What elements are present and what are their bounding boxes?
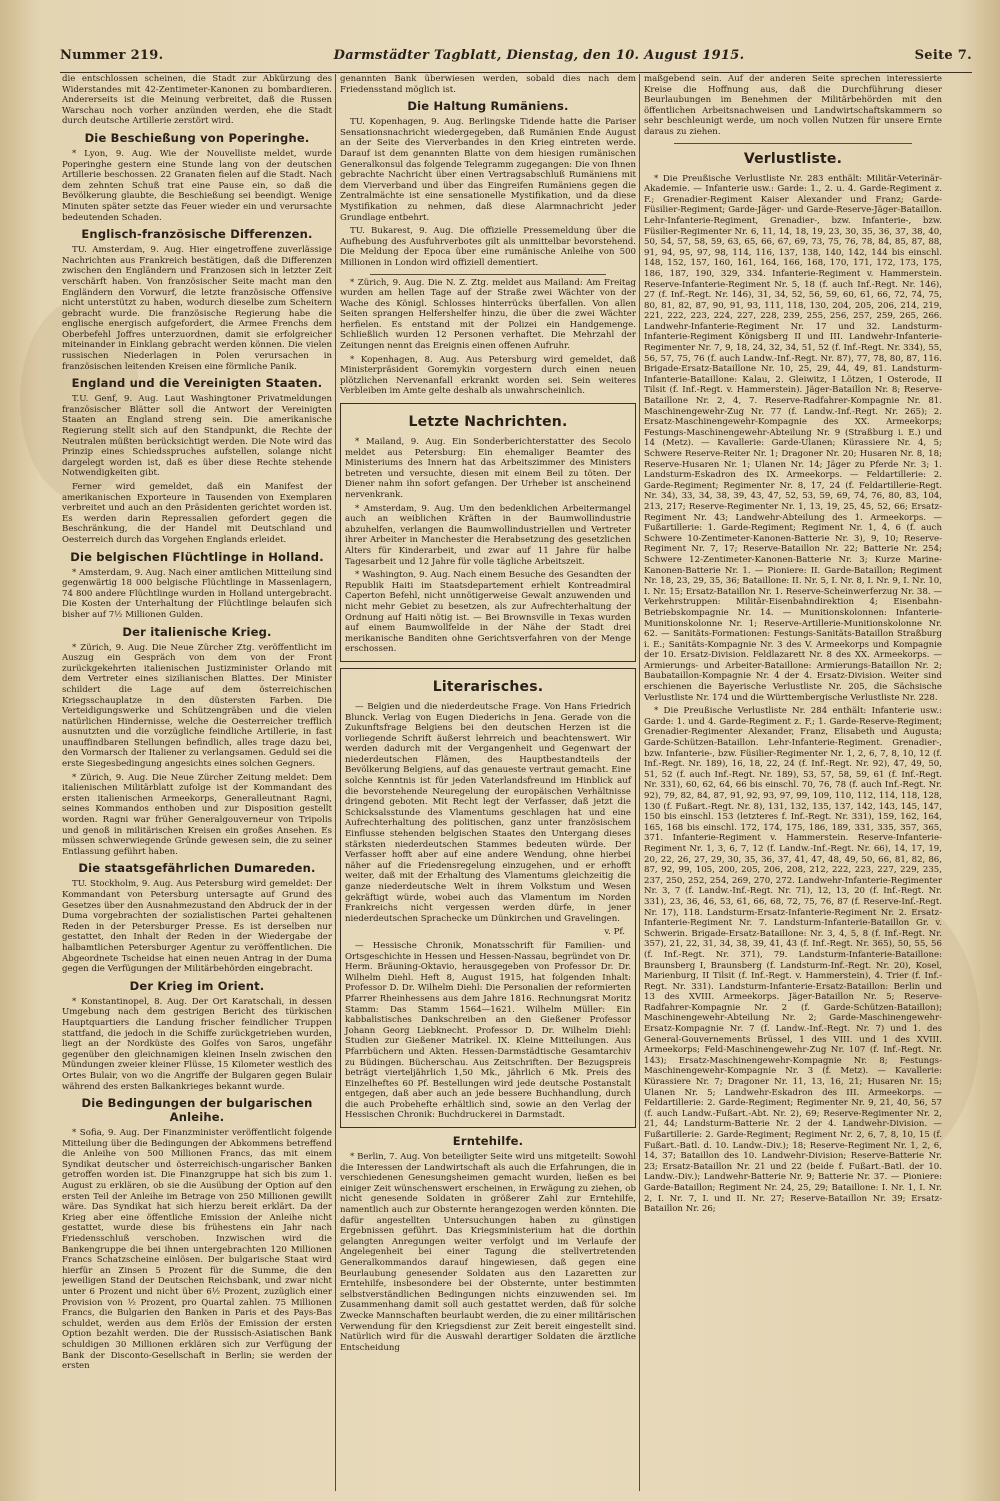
headline: Verlustliste. <box>743 150 843 167</box>
article-text: T.U. Genf, 9. Aug. Laut Washingtoner Privatmeldungen französischer Blätter soll die Antwort der Vereinigten Staaten an England streng sein. Die amerikanische Regierung stellt sich auf den Standpunkt, die Rechte der Neutralen müßten berücksichtigt werden. Die Note wird das Prinzip eines Schiedsspruches aufstellen, solange nicht dargelegt worden ist, daß es über diese Rechte stehende Notwendigkeiten gibt. <box>62 394 332 479</box>
column-rule <box>639 74 640 1491</box>
article-text: * Konstantinopel, 8. Aug. Der Ort Karatschali, in dessen Umgebung nach dem gestrigen Bericht des türkischen Hauptquartiers die Landung frischer feindlicher Truppen stattfand, die jedoch in die Schiffe zurückgetrieben wurden, liegt an der Nordküste des Golfes von Saros, ungefähr gegenüber den gleichnamigen kleinen Inseln zwischen den Mündungen zweier kleiner Flüsse, 15 Kilometer westlich des Ortes Bulair, von wo die Angriffe der Bulgaren gegen Bulair während des ersten Balkankrieges bekannt wurde. <box>62 996 332 1092</box>
article-text: * Zürich, 9. Aug. Die Neue Zürcher Zeitung meldet: Dem italienischen Militärblatt zufolge ist der Kommandant des ersten italienischen Armeekorps, Generalleutnant Ragni, seines Kommandos enthoben und zur Disposition gestellt worden. Ragni war früher Generalgouverneur von Tripolis und genoß in militärischen Kreisen ein großes Ansehen. Es müssen schwerwiegende Gründe gewesen sein, die zu seiner Entlassung geführt haben. <box>62 772 332 857</box>
divider <box>370 274 606 275</box>
article-text: TU. Bukarest, 9. Aug. Die offizielle Pressemeldung über die Aufhebung des Ausfuhrverbotes gilt als unmittelbar bevorstehend. Die Meldung der Epoca über eine rumänische Anleihe von 500 Millionen in London wird offiziell dementiert. <box>340 226 636 268</box>
column-rule <box>335 74 336 1491</box>
headline: England und die Vereinigten Staaten. <box>71 376 323 391</box>
divider <box>674 143 912 144</box>
newspaper-title: Darmstädter Tagblatt, Dienstag, den 10. August 1915. <box>333 48 745 63</box>
literature-box <box>340 668 636 1128</box>
headline: Letzte Nachrichten. <box>408 414 568 431</box>
headline: Die staatsgefährlichen Dumareden. <box>78 861 316 876</box>
headline: Die Haltung Rumäniens. <box>407 99 569 114</box>
author-signature: v. Pf. <box>604 927 625 938</box>
headline: Literarisches. <box>432 678 544 695</box>
issue-number: Nummer 219. <box>60 48 164 63</box>
article-text: * Amsterdam, 9. Aug. Nach einer amtlichen Mitteilung sind gegenwärtig 18 000 belgische Flüchtlinge in Massenlagern, 74 800 andere Flüchtlinge wurden in Holland untergebracht. Die Kosten der Unterhaltung der Flüchtlinge belaufen sich bisher auf 7½ Millionen Gulden. <box>62 567 332 620</box>
headline: Erntehilfe. <box>452 1134 524 1149</box>
page-header <box>60 48 972 73</box>
article-text: * Mailand, 9. Aug. Ein Sonderberichterstatter des Secolo meldet aus Petersburg: Ein ehemaliger Beamter des Ministeriums des Innern hat das Arbeitszimmer des Ministers betreten und versuchte, diesen mit einem Beil zu töten. Der Diener nahm ihn sofort gefangen. Der Urheber ist anscheinend nervenkrank. <box>345 437 631 500</box>
article-text: * Kopenhagen, 8. Aug. Aus Petersburg wird gemeldet, daß Ministerpräsident Goremykin vorgestern durch einen neuen plötzlichen Nervenanfall erkrankt worden sei. Sein weiteres Verbleiben im Amte gelte deshalb als unwahrscheinlich. <box>340 354 636 397</box>
column-2 <box>340 74 636 1491</box>
headline: Englisch-französische Differenzen. <box>81 227 313 242</box>
article-continuation: maßgebend sein. Auf der anderen Seite sprechen interessierte Kreise die Hoffnung aus, daß die Durchführung dieser Beurlaubungen im Benehmen der Militärbehörden mit den öffentlichen Arbeitsnachweisen und Landwirtschaftskammern so sehr beschleunigt werde, um noch vollen Nutzen für unsere Ernte daraus zu ziehen. <box>644 74 942 137</box>
casualty-list-text: * Die Preußische Verlustliste Nr. 283 enthält: Militär-Veterinär-Akademie. — Infanterie usw.: Garde: 1., 2. u. 4. Garde-Regiment z. F.; Grenadier-Regiment Kaiser Alexander und Franz; Garde-Füsilier-Regiment; Garde-Jäger- und Garde-Reserve-Jäger-Bataillon. Lehr-Infanterie-Regiment, Grenadier-, bzw. Infanterie-, bzw. Füsilier-Regimenter Nr. 6, 11, 14, 18, 19, 23, 30, 35, 36, 37, 38, 40, 50, 54, 57, 58, 59, 63, 65, 66, 67, 69, 73, 75, 76, 78, 84, 85, 87, 88, 91, 94, 95, 97, 98, 114, 116, 137, 138, 140, 142, 144 bis einschl. 148, 152, 157, 160, 161, 164, 166, 168, 170, 171, 172, 173, 175, 186, 187, 190, 329, 334. Infanterie-Regiment v. Hammerstein. Reserve-Infanterie-Regiment Nr. 5, 18 (f. auch Inf.-Regt. Nr. 146), 27 (f. Inf.-Regt. Nr. 146), 31, 34, 52, 56, 59, 60, 61, 66, 72, 74, 75, 80, 81, 82, 87, 90, 91, 93, 111, 118, 130, 204, 205, 206, 214, 219, 221, 222, 223, 224, 227, 228, 239, 255, 256, 257, 259, 265, 266. Landwehr-Infanterie-Regiment Nr. 17 und 32. Landsturm-Infanterie-Regiment Königsberg II und III. Landwehr-Infanterie-Regimenter Nr. 7, 9, 18, 24, 32, 34, 51, 52 (f. Inf.-Regt. Nr. 334), 55, 56, 57, 75, 76 (f. auch Landw.-Inf.-Regt. Nr. 87), 77, 78, 80, 87, 116. Brigade-Ersatz-Bataillone Nr. 10, 25, 29, 44, 49, 81. Landsturm-Infanterie-Bataillone: Kalau, 2. Gleiwitz, I Lötzen, I Osterode, II Tilsit (f. Inf.-Regt. v. Hammerstein). Jäger-Bataillon Nr. 8; Reserve-Bataillone Nr. 2, 4, 7. Reserve-Radfahrer-Kompagnie Nr. 81. Maschinengewehr-Zug Nr. 77 (f. Landw.-Inf.-Regt. Nr. 265); 2. Ersatz-Maschinengewehr-Kompagnie des XX. Armeekorps; Festungs-Maschinengewehr-Abteilung Nr. 9 (Straßburg i. E.) und 14 (Metz). — Kavallerie: Garde-Ulanen; Kürassiere Nr. 4, 5; Schwere Reserve-Reiter Nr. 1; Dragoner Nr. 20; Husaren Nr. 8, 18; Reserve-Husaren Nr. 1; Ulanen Nr. 14; Jäger zu Pferde Nr. 3; 1. Landsturm-Eskadron des IX. Armeekorps. — Feldartillerie: 2. Garde-Regiment; Regimenter Nr. 8, 17, 24 (f. Feldartillerie-Regt. Nr. 34), 33, 34, 38, 39, 43, 47, 52, 53, 59, 69, 74, 76, 80, 83, 104, 213, 217; Reserve-Regimenter Nr. 1, 13, 19, 25, 45, 52, 66; Ersatz-Regiment Nr. 43; Landwehr-Abteilung des 1. Armeekorps. — Fußartillerie: 1. Garde-Regiment; Regiment Nr. 1, 4, 6 (f. auch Schwere 10-Zentimeter-Kanonen-Batterie Nr. 3), 9, 10; Reserve-Regiment Nr. 7, 17; Reserve-Bataillon Nr. 22; Batterie Nr. 254; Schwere 12-Zentimeter-Kanonen-Batterie Nr. 3; Kurze Marine-Kanonen-Batterie Nr. 1. — Pioniere: II. Garde-Bataillon; Regiment Nr. 18, 23, 29, 35, 36; Bataillone: II. Nr. 5, I. Nr. 8, I. Nr. 9, I. Nr. 10, I. Nr. 15; Ersatz-Bataillon Nr. 1. Reserve-Scheinwerferzug Nr. 38. — Verkehrstruppen: Militär-Eisenbahndirektion 4; Eisenbahn-Betriebskompagnie Nr. 14. — Munitionskolonnen: Infanterie-Munitionskolonne Nr. 1; Reserve-Artillerie-Munitionskolonne Nr. 62. — Sanitäts-Formationen: Festungs-Sanitäts-Bataillon Straßburg i. E.; Sanitäts-Kompagnie Nr. 3 des V. Armeekorps und Kompagnie der 10. Ersatz-Division. Feldlazarett Nr. 8 des XX. Armeekorps. — Armierungs- und Arbeiter-Bataillone: Armierungs-Bataillon Nr. 2; Baubataillon-Kompagnie Nr. 4 der 4. Ersatz-Division. Weiter sind erschienen die Bayerische Verlustliste Nr. 205, die Sächsische Verlustliste Nr. 174 und die Württembergische Verlustliste Nr. 228. <box>644 173 942 703</box>
article-text: * Zürich, 9. Aug. Die N. Z. Ztg. meldet aus Mailand: Am Freitag wurden am hellen Tage auf der Straße zwei Wächter von der Wache des Königl. Schlosses hinterrücks überfallen. Von allen Seiten sprangen Helfershelfer hinzu, die über die zwei Wächter herfielen. Es entstand mit der Polizei ein Handgemenge. Schließlich wurden 12 Personen verhaftet. Die Mehrzahl der Zeitungen nennt das Ereignis einen offenen Aufruhr. <box>340 277 636 352</box>
article-text: TU. Kopenhagen, 9. Aug. Berlingske Tidende hatte die Pariser Sensationsnachricht wiedergegeben, daß Rumänien Ende August an der Seite des Vierverbandes in den Krieg eintreten werde. Darauf ist dem genannten Blatte von dem hiesigen rumänischen Generalkonsul das folgende Telegramm zugegangen: Die von Ihnen gebrachte Nachricht über einen Vertragsabschluß Rumäniens mit dem Vierverband und über das Eingreifen Rumäniens gegen die Zentralmächte ist eine sensationelle Mystifikation, und da diese Mystifikation zu nehmen, daß diese Alarmnachricht jeder Grundlage entbehrt. <box>340 117 636 223</box>
article-continuation: die entschlossen scheinen, die Stadt zur Abkürzung des Widerstandes mit 42-Zentimeter-Kanonen zu bombardieren. Andererseits ist die Meinung verbreitet, daß die Russen Warschau noch vorher anzünden werden, ehe die Stadt durch deutsche Artillerie zerstört wird. <box>62 74 332 127</box>
headline: Die Bedingungen der bulgarischen Anleihe. <box>81 1096 313 1125</box>
page-number: Seite 7. <box>914 48 972 63</box>
headline: Die Beschießung von Poperinghe. <box>84 130 310 145</box>
article-text: — Hessische Chronik, Monatsschrift für Familien- und Ortsgeschichte in Hessen und Hessen-Nassau, begründet von Dr. Herm. Bräuning-Oktavio, herausgegeben von Professor Dr. Dr. Wilhelm Diehl. Heft 8, August 1915, hat folgenden Inhalt: Professor D. Dr. Wilhelm Diehl: Die Personalien der reformierten Pfarrer Rheinhessens aus dem Jahre 1816. Rechnungsrat Moritz Stamm: Das Stamm 1564—1621. Wilhelm Müller: Ein kabbalistisches Dankschreiben an den Gießener Professor Johann Georg Liebknecht. Professor D. Dr. Wilhelm Diehl: Studien zur Gießener Matrikel. IX. Kleine Mitteilungen. Aus Pfarrbüchern und Akten. Hessen-Darmstädtische Gesamtarchiv zu Büdingen. Bücherschau. Aus Zeitschriften. Der Bezugspreis beträgt vierteljährlich 1,50 Mk., jährlich 6 Mk. Preis des Einzelheftes 60 Pf. Bestellungen wird jede deutsche Postanstalt entgegen, daß aber auch an jede bessere Buchhandlung, durch die auch Probehefte erhältlich sind, sowie an den Verlag der Hessischen Chronik: Buchdruckerei in Darmstadt. <box>345 940 631 1121</box>
headline: Der Krieg im Orient. <box>129 978 265 993</box>
article-text: — Belgien und die niederdeutsche Frage. Von Hans Friedrich Blunck. Verlag von Eugen Diederichs in Jena. Gerade von die Zukunftsfrage Belgiens bei den deutschen Herzen ist die vorliegende Schrift äußerst lehrreich und beachtenswert. Wir werden dadurch mit der Vergangenheit und Gegenwart der niederdeutschen Flämen, des Hauptbestandteils der Bevölkerung Belgiens, auf das genaueste vertraut gemacht. Eine solche Kenntnis ist für jeden Vaterlandsfreund im Hinblick auf die bevorstehende Neuregelung der europäischen Verhältnisse dringend geboten. Mit Recht legt der Verfasser, daß jetzt die Schicksalsstunde des Vlamentums geschlagen hat und eine Aufrechterhaltung des politischen, ganz unter französischem Einflusse stehenden belgischen Staates den Untergang dieses stärksten niederdeutschen Stammes bedeuten würde. Der Verfasser hofft aber auf eine andere Wendung, ohne hierbei näher auf die Friedensregelung einzugehen, und er erhofft weiter, daß mit der Erhaltung des Vlamentums gleichzeitig die ganze niederdeutsche Welt in ihrem Volkstum und Wesen gekräftigt würde, wobei auch das Vlamentum im Norden Frankreichs nicht vergessen werden dürfe, in jener niederdeutschen Sprachecke um Dünkirchen und Gravelingen. <box>345 701 631 924</box>
article-text: TU. Stockholm, 9. Aug. Aus Petersburg wird gemeldet: Der Kommandant von Petersburg untersagte auf Grund des Gesetzes über den Ausnahmezustand den Abdruck der in der Duma vorgebrachten der sozialistischen Partei gehaltenen Reden in der Petersburger Presse. Es ist derselben nur gestattet, den Inhalt der Reden in der Wiedergabe der halbamtlichen Petersburger Agentur zu veröffentlichen. Die Abgeordnete Tscheidse hat einen neuen Antrag in der Duma gegen die Verfügungen der Militärbehörden eingebracht. <box>62 879 332 975</box>
headline: Der italienische Krieg. <box>122 624 272 639</box>
news-box <box>340 403 636 662</box>
article-text: * Sofia, 9. Aug. Der Finanzminister veröffentlicht folgende Mitteilung über die Bedingungen der Abkommens betreffend die Anleihe von 500 Millionen Francs, das mit einem Syndikat deutscher und österreichisch-ungarischer Banken getroffen worden ist. Die Finanzgruppe hat sich bis zum 1. August zu erklären, ob sie die Ausübung der Option auf den ersten Teil der Anleihe im Betrage von 250 Millionen gewillt wäre. Das Syndikat hat sich hierzu bereit erklärt. Da der Krieg aber eine öffentliche Emission der Anleihe nicht gestattet, wurde diese bis frühestens ein Jahr nach Friedensschluß verschoben. Inzwischen wird die Bankengruppe die bei ihnen untergebrachten 120 Millionen Francs Schatzscheine einlösen. Der bulgarische Staat wird hierfür an Zinsen 5 Prozent für die Summe, die den jeweiligen Stand der Deutschen Reichsbank, und zwar nicht unter 6 Prozent und nicht über 6½ Prozent, zuzüglich einer Provision von ½ Prozent, pro Quartal zahlen. 75 Millionen Francs, die Bulgarien den Banken in Paris et des Pays-Bas schuldet, werden aus dem Erlös der Emission der ersten Option bezahlt werden. Die der Russisch-Asiatischen Bank schuldigen 30 Millionen erklären sich zur Verfügung der Bank der Disconto-Gesellschaft in Berlin; sie werden der ersten <box>62 1128 332 1372</box>
column-3 <box>644 74 942 1491</box>
article-continuation: genannten Bank überwiesen werden, sobald dies nach dem Friedensstand möglich ist. <box>340 74 636 95</box>
article-text: * Berlin, 7. Aug. Von beteiligter Seite wird uns mitgeteilt: Sowohl die Interessen der Landwirtschaft als auch die Erfahrungen, die in verschiedenen Genesungsheimen gemacht wurden, ließen es bei einiger Zeit wünschenswert erscheinen, in Erwägung zu ziehen, ob nicht genesende Soldaten in größerer Zahl zur Erntehilfe, namentlich auch zur Obsternte herangezogen werden könnten. Die dafür angestellten Untersuchungen haben zu günstigen Ergebnissen geführt. Das Kriegsministerium hat die dorthin gelangten Anregungen weiter verfolgt und im Verlaufe der Angelegenheit bei einer Tagung die stellvertretenden Generalkommandos darauf hingewiesen, daß gegen eine Beurlaubung genesender Soldaten aus den Lazaretten zur Erntehilfe, insbesondere bei der Obsternte, unter bestimmten selbstverständlichen Bedingungen nichts einzuwenden sei. Im Zusammenhang damit soll auch gestattet werden, daß für solche Zwecke Mannschaften beurlaubt werden, die zu einer militärischen Verwendung für den Kriegsdienst zur Zeit bereit eingestellt sind. Natürlich wird für die Auswahl derartiger Soldaten die ärztliche Entscheidung <box>340 1152 636 1353</box>
article-text: TU. Amsterdam, 9. Aug. Hier eingetroffene zuverlässige Nachrichten aus Frankreich bestätigen, daß die Differenzen zwischen den Engländern und Franzosen sich in letzter Zeit verschärft haben. Von französischer Seite macht man den Engländern den Vorwurf, die letzte französische Offensive nicht unterstützt zu haben, wodurch dieselbe zum Scheitern gebracht wurde. Die französische Regierung habe die englische energisch aufgefordert, die Armee Frenchs dem Oberbefehl Joffres unterzuordnen, damit sie erfolgreicher miteinander in Einklang gebracht werden können. Die vielen russischen Niederlagen in Polen verursachen in französischen leitenden Kreisen eine förmliche Panik. <box>62 245 332 372</box>
article-text: * Lyon, 9. Aug. Wie der Nouvelliste meldet, wurde Poperinghe gestern eine Stunde lang von der deutschen Artillerie beschossen. 22 Granaten fielen auf die Stadt. Nach dem zehnten Schuß trat eine Pause ein, so daß die Bevölkerung glaubte, die Beschießung sei beendigt. Wenige Minuten später setzte das Feuer wieder ein und verursachte bedeutenden Schaden. <box>62 148 332 223</box>
column-1 <box>62 74 332 1491</box>
casualty-list-text: * Die Preußische Verlustliste Nr. 284 enthält: Infanterie usw.: Garde: 1. und 4. Garde-Regiment z. F.; 1. Garde-Reserve-Regiment; Grenadier-Regimenter Alexander, Franz, Elisabeth und Augusta; Garde-Schützen-Bataillon. Lehr-Infanterie-Regiment. Grenadier-, bzw. Infanterie-, bzw. Füsilier-Regimenter Nr. 1, 2, 6, 7, 8, 10, 12 (f. Inf.-Regt. Nr. 189), 16, 18, 22, 24 (f. Inf.-Regt. Nr. 92), 47, 49, 50, 51, 52 (f. auch Inf.-Regt. Nr. 189), 53, 57, 58, 59, 61 (f. Inf.-Regt. Nr. 331), 60, 62, 64, 66 bis einschl. 70, 76, 78 (f. auch Inf.-Regt. Nr. 92), 79, 82, 84, 87, 91, 92, 93, 97, 99, 109, 110, 112, 114, 118, 128, 130 (f. Fußart.-Regt. Nr. 8), 131, 132, 135, 137, 142, 143, 145, 147, 150 bis einschl. 153 (letzteres f. Inf.-Regt. Nr. 331), 159, 162, 164, 165, 168 bis einschl. 172, 174, 175, 186, 189, 331, 335, 357, 365, 371. Infanterie-Regiment v. Hammerstein. Reserve-Infanterie-Regiment Nr. 1, 3, 6, 7, 12 (f. Landw.-Inf.-Regt. Nr. 66), 14, 17, 19, 20, 22, 26, 27, 29, 30, 35, 36, 37, 41, 47, 48, 49, 50, 66, 81, 82, 86, 87, 92, 99, 105, 200, 205, 206, 208, 212, 222, 223, 227, 229, 235, 237, 250, 252, 254, 269, 270, 272. Landwehr-Infanterie-Regimenter Nr. 3, 7 (f. Landw.-Inf.-Regt. Nr. 71), 12, 13, 20 (f. Inf.-Regt. Nr. 331), 23, 36, 46, 53, 61, 66, 68, 72, 75, 76, 87 (f. Reserve-Inf.-Regt. Nr. 17), 118. Landsturm-Ersatz-Infanterie-Regiment Nr. 2. Ersatz-Infanterie-Regiment Nr. 7. Landsturm-Infanterie-Bataillon Gr. v. Schwerin. Brigade-Ersatz-Bataillone: Nr. 3, 4, 5, 8 (f. Inf.-Regt. Nr. 357), 21, 22, 31, 34, 38, 39, 41, 43 (f. Inf.-Regt. Nr. 365), 50, 55, 56 (f. Inf.-Regt. Nr. 371), 79. Landsturm-Infanterie-Bataillone: Braunsberg I, Braunsberg (f. Landsturm-Inf.-Regt. Nr. 20), Kosel, Marienburg, II Tilsit (f. Inf.-Regt. v. Hammerstein), 4. Trier (f. Inf.-Regt. Nr. 331). Landsturm-Infanterie-Ersatz-Bataillon: Berlin und 13 des XVIII. Armeekorps. Jäger-Bataillon Nr. 5; Reserve-Radfahrer-Kompagnie Nr. 2 (f. Garde-Schützen-Bataillon); Maschinengewehr-Abteilung Nr. 2; Garde-Maschinengewehr-Ersatz-Kompagnie Nr. 7 (f. Landw.-Inf.-Regt. Nr. 7) und 1. des General-Gouvernements Brüssel, 1 des VIII. und 1 des XVIII. Armeekorps; Feld-Maschinengewehr-Zug Nr. 107 (f. Inf.-Regt. Nr. 143); Ersatz-Maschinengewehr-Kompagnie Nr. 8; Festungs-Maschinengewehr-Kompagnie Nr. 3 (f. Metz). — Kavallerie: Kürassiere Nr. 7; Dragoner Nr. 11, 13, 16, 21; Husaren Nr. 15; Ulanen Nr. 5; Landwehr-Eskadron des III. Armeekorps. — Feldartillerie: 2. Garde-Regiment; Regimenter Nr. 9, 21, 40, 56, 57 (f. auch Landw.-Fußart.-Abt. Nr. 2), 69; Reserve-Regimenter Nr. 2, 21, 44; Landsturm-Batterie Nr. 2 der 4. Landwehr-Division. — Fußartillerie: 2. Garde-Regiment; Regiment Nr. 2, 6, 7, 8, 10, 15 (f. Fußart.-Batl. d. 10. Landw.-Div.); 18; Reserve-Regiment Nr. 1, 2, 6, 14, 37; Bataillon des 10. Landwehr-Division; Reserve-Batterie Nr. 23; Ersatz-Bataillon Nr. 21 und 22 (beide f. Fußart.-Batl. der 10. Landw.-Div.); Landwehr-Batterie Nr. 9; Batterie Nr. 37. — Pioniere: Garde-Bataillon; Regiment Nr. 24, 25, 29; Bataillone: I. Nr. 1, I. Nr. 2, I. Nr. 7, I. und II. Nr. 27; Reserve-Bataillon Nr. 39; Ersatz-Bataillon Nr. 26; <box>644 706 942 1215</box>
article-text: Ferner wird gemeldet, daß ein Manifest der amerikanischen Exporteure in Tausenden von Exemplaren verbreitet und auch an den Präsidenten gerichtet worden ist. Es werden darin Repressalien gefordert gegen die Beschränkung, die der Handel mit Deutschland und Oesterreich durch das Vorgehen Englands erleidet. <box>62 482 332 545</box>
article-text: * Washington, 9. Aug. Nach einem Besuche des Gesandten der Republik Haiti im Staatsdepartement erhielt Kontreadmiral Caperton Befehl, nicht unnötigerweise Gewalt anzuwenden und nicht mehr Gebiet zu besetzen, als zur Aufrechterhaltung der Ordnung auf Haiti nötig ist. — Bei Brownsville in Texas wurden auf einem Baumwollfelde in der Nähe der Stadt drei merikanische Banditen ohne Gerichtsverfahren von der Menge erschossen. <box>345 570 631 655</box>
article-text: * Amsterdam, 9. Aug. Um den bedenklichen Arbeitermangel auch an weiblichen Kräften in der Baumwollindustrie abzuhelfen, verlangen die Baumwollindustriellen und Vertreter ihrer Arbeiter in Manchester die Herabsetzung des gesetzlichen Alters für Kinderarbeit, und zwar auf 11 Jahre für halbe Tagesarbeit und 12 Jahre für volle tägliche Arbeitszeit. <box>345 503 631 567</box>
article-text: * Zürich, 9. Aug. Die Neue Zürcher Ztg. veröffentlicht im Auszug ein Gespräch von dem von der Front zurückgekehrten italienischen Justizminister Orlando mit dem Vertreter eines sizilianischen Blattes. Der Minister schildert die Lage auf dem österreichischen Kriegsschauplatze in den düstersten Farben. Die Verteidigungswerke und Schützengräben und die vielen natürlichen Hindernisse, welche die Oesterreicher trefflich ausnutzten und die vorzügliche feindliche Artillerie, in fast unauffindbaren Stellungen befindlich, alles trage dazu bei, den Vormarsch der Italiener zu verlangsamen. Geduld sei die erste Siegesbedingung angesichts eines solchen Gegners. <box>62 642 332 770</box>
headline: Die belgischen Flüchtlinge in Holland. <box>70 549 324 564</box>
